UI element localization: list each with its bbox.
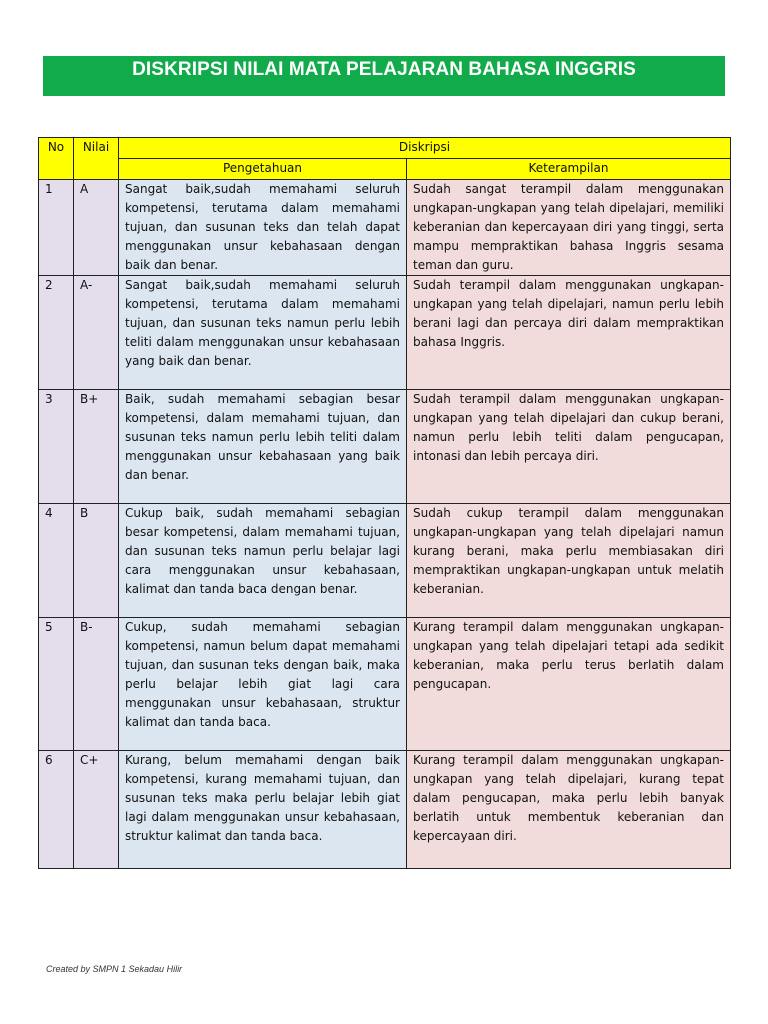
table-body	[39, 180, 731, 869]
row-knowledge: Sangat baik,sudah memahami seluruh kompetensi, terutama dalam memahami tujuan, dan susunan teks dan telah dapat menggunakan unsur kebahasaan dengan baik dan benar.	[119, 180, 407, 276]
header-diskripsi: Diskripsi	[119, 138, 731, 159]
row-skills: Sudah cukup terampil dalam menggunakan ungkapan-ungkapan yang telah dipelajari namun kurang berani, maka perlu membiasakan diri mempraktikan ungkapan-ungkapan untuk melatih keberanian.	[407, 504, 731, 618]
table-row	[39, 390, 731, 504]
header-no: No	[39, 138, 74, 180]
subheader-row	[39, 159, 731, 180]
row-number: 1	[39, 180, 74, 276]
row-skills: Kurang terampil dalam menggunakan ungkapan-ungkapan yang telah dipelajari tetapi ada sedikit keberanian, maka perlu terus berlatih dalam pengucapan.	[407, 618, 731, 751]
header-nilai: Nilai	[74, 138, 119, 180]
row-knowledge: Cukup baik, sudah memahami sebagian besar kompetensi, dalam memahami tujuan, dan susunan teks namun perlu belajar lagi cara menggunakan unsur kebahasaan, kalimat dan tanda baca dengan benar.	[119, 504, 407, 618]
table-row	[39, 504, 731, 618]
table-row	[39, 276, 731, 390]
header-keterampilan: Keterampilan	[407, 159, 731, 180]
row-knowledge: Baik, sudah memahami sebagian besar kompetensi, dalam memahami tujuan, dan susunan teks namun perlu lebih teliti dalam menggunakan unsur kebahasaan yang baik dan benar.	[119, 390, 407, 504]
row-skills: Sudah sangat terampil dalam menggunakan ungkapan-ungkapan yang telah dipelajari, memiliki keberanian dan kepercayaan diri yang tinggi, serta mampu mempraktikan bahasa Inggris sesama teman dan guru.	[407, 180, 731, 276]
row-number: 3	[39, 390, 74, 504]
row-grade: A-	[74, 276, 119, 390]
grade-description-table	[38, 137, 731, 869]
header-row	[39, 138, 731, 159]
row-grade: A	[74, 180, 119, 276]
row-grade: C+	[74, 751, 119, 869]
table-row	[39, 180, 731, 276]
row-number: 6	[39, 751, 74, 869]
row-number: 4	[39, 504, 74, 618]
page-title: DISKRIPSI NILAI MATA PELAJARAN BAHASA INGGRIS	[132, 59, 636, 80]
row-grade: B-	[74, 618, 119, 751]
row-number: 2	[39, 276, 74, 390]
footer-credit: Created by SMPN 1 Sekadau Hilir	[46, 964, 183, 974]
row-knowledge: Cukup, sudah memahami sebagian kompetensi, namun belum dapat memahami tujuan, dan susunan teks dengan baik, maka perlu belajar lebih giat lagi cara menggunakan unsur kebahasaan, struktur kalimat dan tanda baca.	[119, 618, 407, 751]
title-banner	[43, 56, 725, 96]
row-knowledge: Sangat baik,sudah memahami seluruh kompetensi, terutama dalam memahami tujuan, dan susunan teks namun perlu lebih teliti dalam menggunakan unsur kebahasaan yang baik dan benar.	[119, 276, 407, 390]
header-pengetahuan: Pengetahuan	[119, 159, 407, 180]
row-skills: Kurang terampil dalam menggunakan ungkapan-ungkapan yang telah dipelajari, kurang tepat dalam pengucapan, maka perlu lebih banyak berlatih untuk membentuk keberanian dan kepercayaan diri.	[407, 751, 731, 869]
row-grade: B	[74, 504, 119, 618]
row-skills: Sudah terampil dalam menggunakan ungkapan-ungkapan yang telah dipelajari dan cukup berani, namun perlu lebih teliti dalam pengucapan, intonasi dan lebih percaya diri.	[407, 390, 731, 504]
row-grade: B+	[74, 390, 119, 504]
table-row	[39, 618, 731, 751]
row-knowledge: Kurang, belum memahami dengan baik kompetensi, kurang memahami tujuan, dan susunan teks maka perlu belajar lebih giat lagi dalam menggunakan unsur kebahasaan, struktur kalimat dan tanda baca.	[119, 751, 407, 869]
row-skills: Sudah terampil dalam menggunakan ungkapan-ungkapan yang telah dipelajari, namun perlu lebih berani lagi dan percaya diri dalam mempraktikan bahasa Inggris.	[407, 276, 731, 390]
row-number: 5	[39, 618, 74, 751]
table-row	[39, 751, 731, 869]
